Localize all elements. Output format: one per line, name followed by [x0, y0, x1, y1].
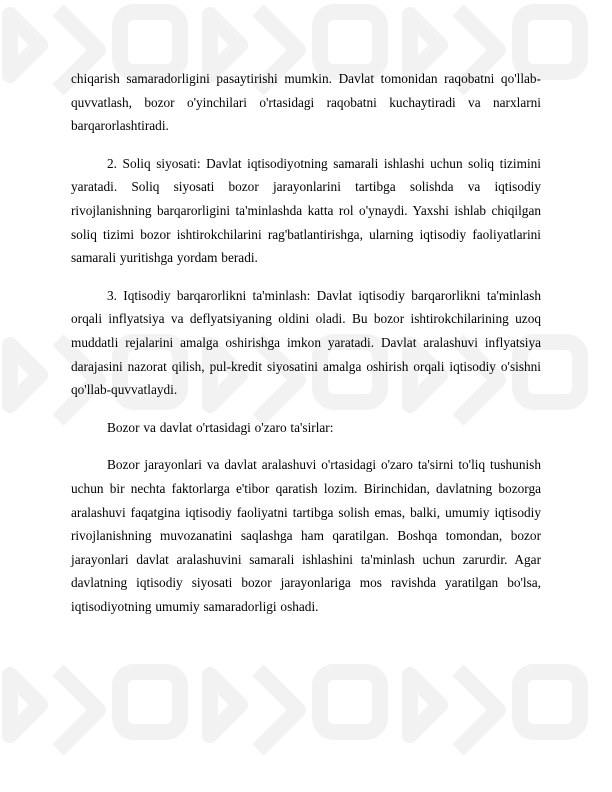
paragraph-intro: chiqarish samaradorligini pasaytirishi mumkin. Davlat tomonidan raqobatni qo'llab-quvvatlash, bozor o'yinchilari o'rtasidagi raqobatni kuchaytiradi va narxlarni barqarorlashtiradi.	[71, 71, 541, 134]
paragraph-ozaro-tasir: Bozor jarayonlari va davlat aralashuvi o'rtasidagi o'zaro ta'sirni to'liq tushunish uchun bir nechta faktorlarga e'tibor qaratish lozim. Birinchidan, davlatning bozorga aralashuvi faqatgina iqtisodiy faoliyatni tartibga solish emas, balki, umumiy iqtisodiy rivojlanishning muvozanatini saqlashga ham qaratilgan. Boshqa tomondan, bozor jarayonlari davlat aralashuvini samarali ishlashini ta'minlash uchun zarurdir. Agar davlatning iqtisodiy siyosati bozor jarayonlariga mos ravishda yaratilgan bo'lsa, iqtisodiyotning umumiy samaradorligi oshadi.	[71, 457, 541, 614]
paragraph-iqtisodiy-barqarorlik: 3. Iqtisodiy barqarorlikni ta'minlash: Davlat iqtisodiy barqarorlikni ta'minlash orqali inflyatsiya va deflyatsiyaning oldini oladi. Bu bozor ishtirokchilarining uzoq muddatli rejalarini amalga oshirishga imkon yaratadi. Davlat aralashuvi inflyatsiya darajasini nazorat qilish, pul-kredit siyosatini amalga oshirish orqali iqtisodiy o'sishni qo'llab-quvvatlaydi.	[71, 287, 541, 398]
document-body	[71, 67, 541, 618]
paragraph-soliq-siyosati: 2. Soliq siyosati: Davlat iqtisodiyotning samarali ishlashi uchun soliq tizimini yaratadi. Soliq siyosati bozor jarayonlarini tartibga solishda va iqtisodiy rivojlanishning barqarorligini ta'minlashda katta rol o'ynaydi. Yaxshi ishlab chiqilgan soliq tizimi bozor ishtirokchilarini rag'batlantirishga, ularning iqtisodiy faoliyatlarini samarali yuritishga yordam beradi.	[71, 155, 541, 266]
section-heading: Bozor va davlat o'rtasidagi o'zaro ta'sirlar:	[107, 419, 334, 435]
